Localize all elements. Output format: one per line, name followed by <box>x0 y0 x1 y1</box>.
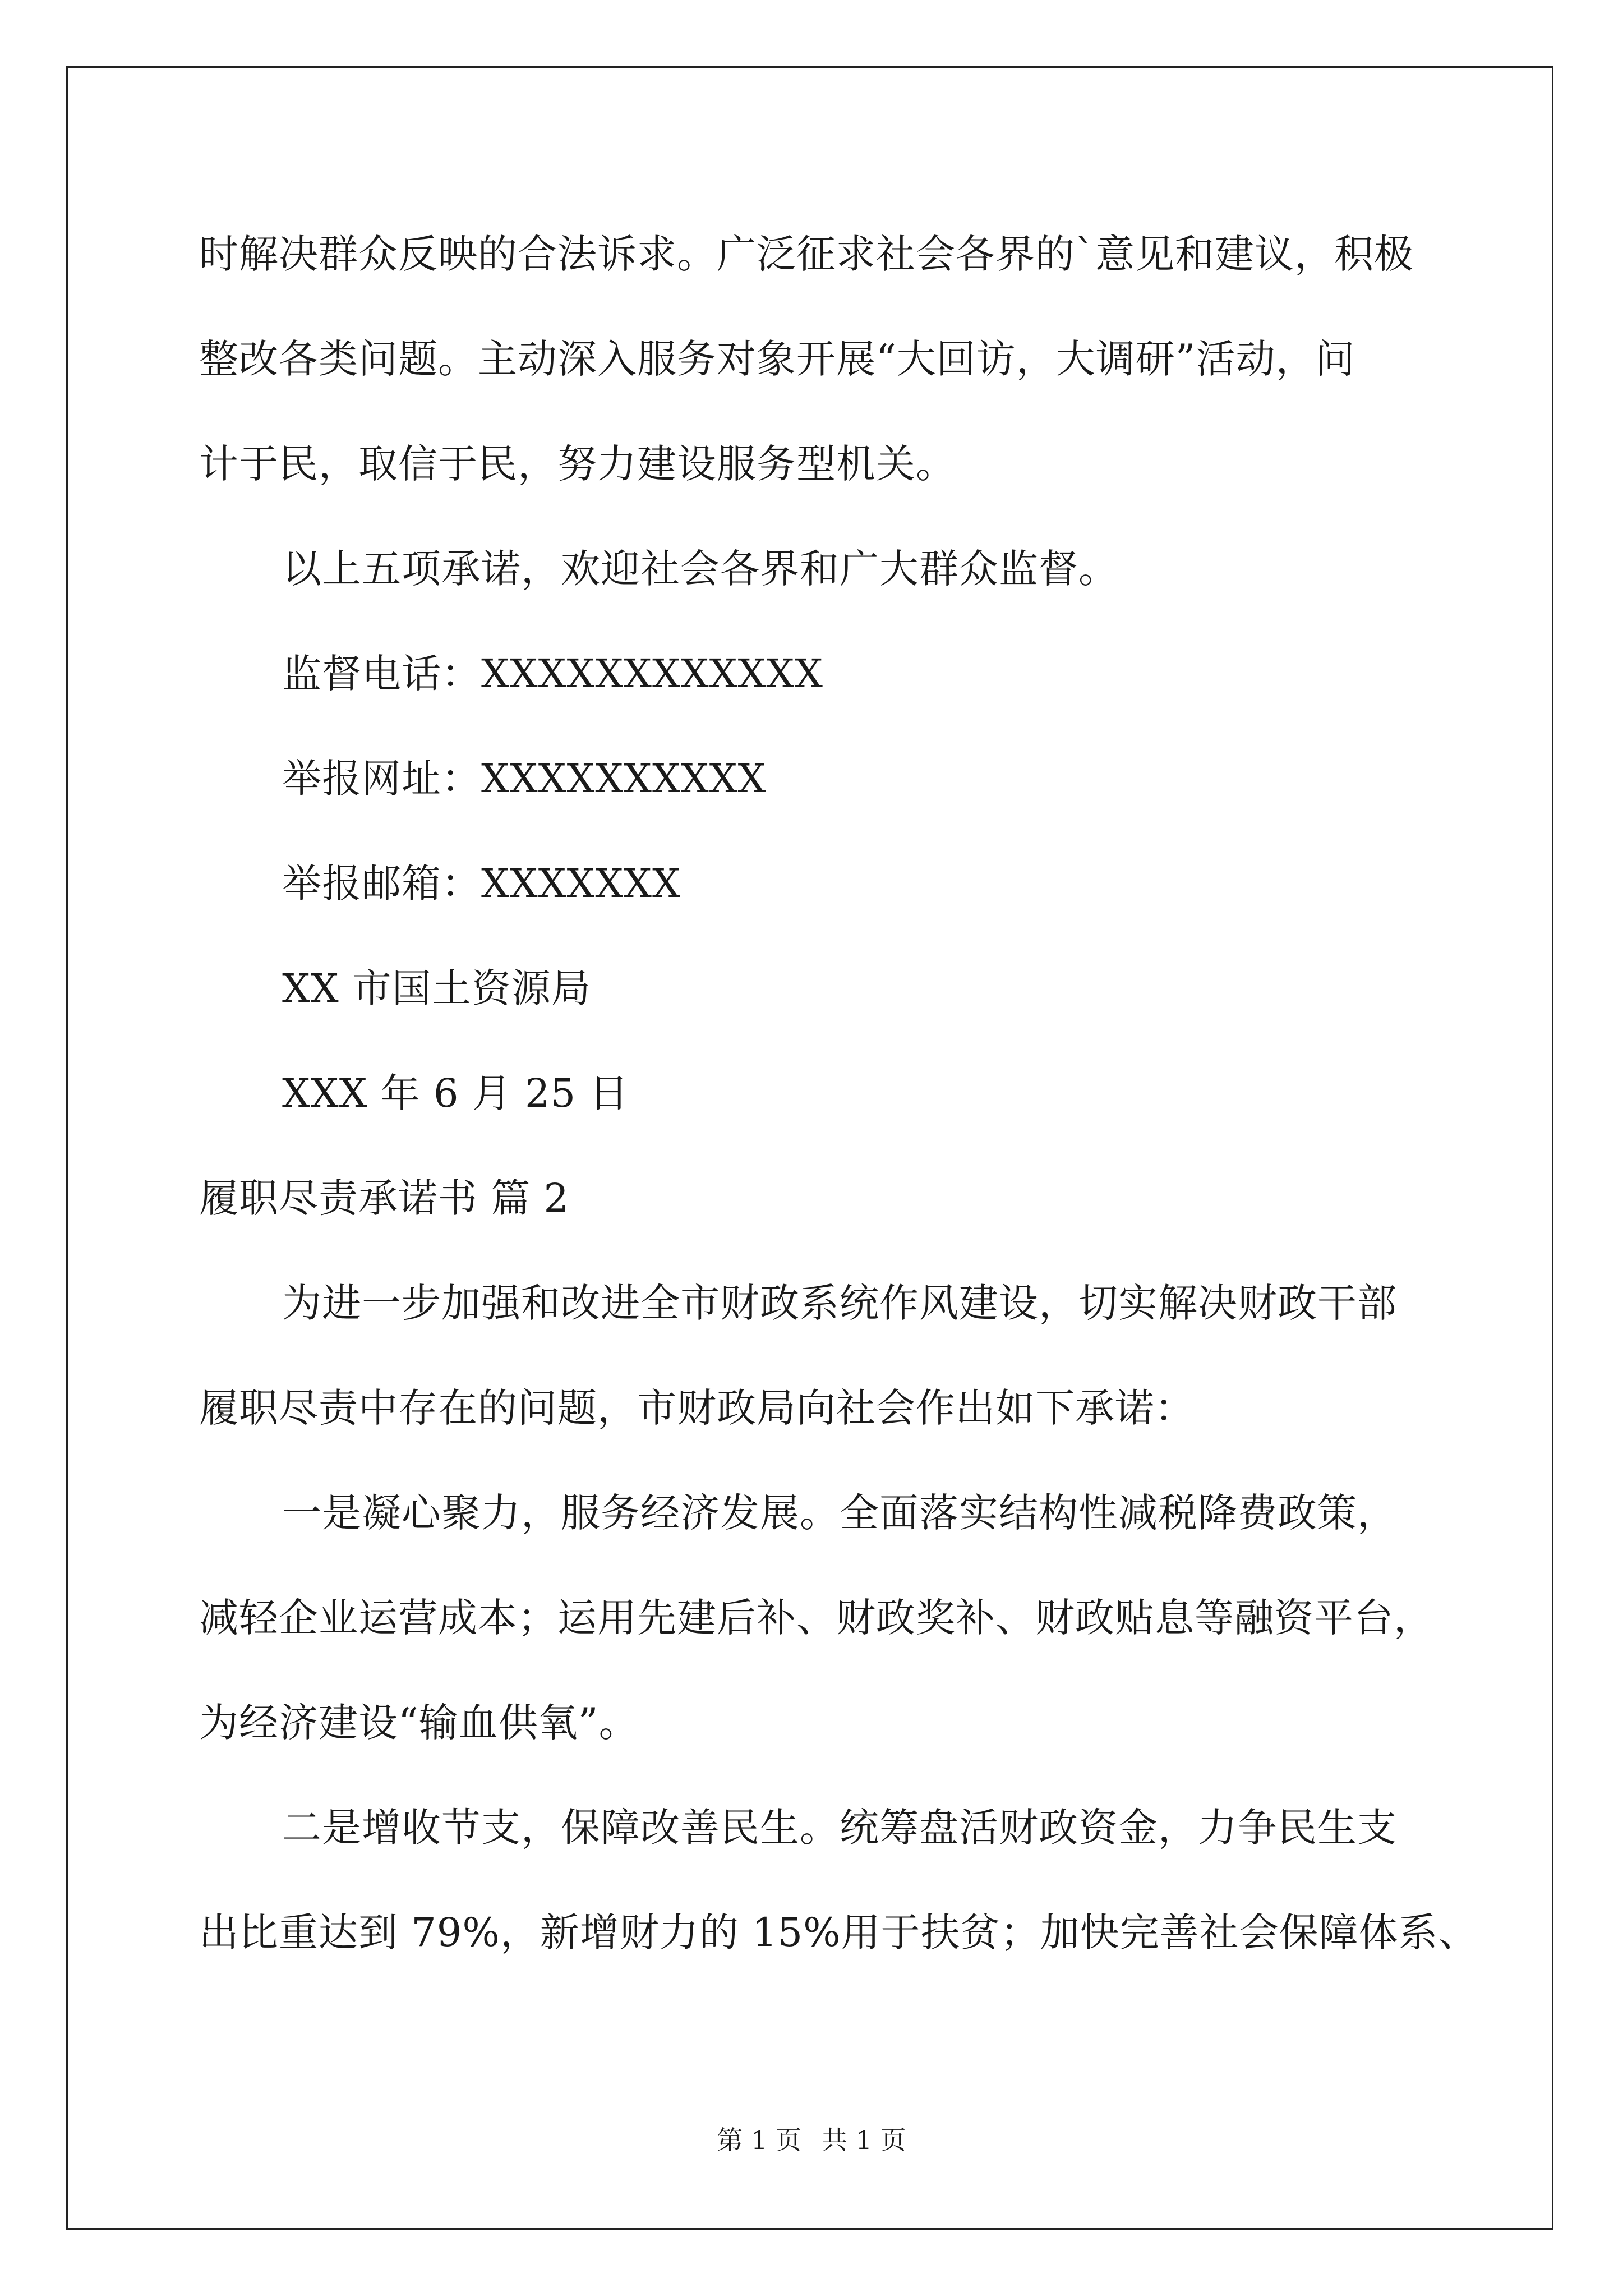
page-footer <box>0 2123 1623 2157</box>
page-total: 共 1 页 <box>822 2125 906 2155</box>
issuer-name: XX 市国土资源局 <box>282 965 591 1011</box>
paragraph-line: 履职尽责中存在的问题，市财政局向社会作出如下承诺： <box>199 1385 1195 1431</box>
supervision-phone: 监督电话：XXXXXXXXXXXX <box>282 651 824 697</box>
paragraph-line: 为经济建设“输血供氧”。 <box>199 1700 639 1746</box>
paragraph-line: 出比重达到 79%，新增财力的 15%用于扶贫；加快完善社会保障体系、 <box>199 1910 1478 1955</box>
paragraph-line: 减轻企业运营成本；运用先建后补、财政奖补、财政贴息等融资平台， <box>199 1595 1433 1641</box>
paragraph-line: 以上五项承诺，欢迎社会各界和广大群众监督。 <box>282 546 1118 592</box>
paragraph-line: 计于民，取信于民，努力建设服务型机关。 <box>199 441 956 487</box>
section-heading: 履职尽责承诺书 篇 2 <box>199 1175 570 1221</box>
paragraph-line: 一是凝心聚力，服务经济发展。全面落实结构性减税降费政策， <box>282 1490 1397 1536</box>
paragraph-line: 为进一步加强和改进全市财政系统作风建设，切实解决财政干部 <box>282 1280 1397 1326</box>
paragraph-line: 二是增收节支，保障改善民生。统筹盘活财政资金，力争民生支 <box>282 1805 1397 1851</box>
paragraph-line: 时解决群众反映的合法诉求。广泛征求社会各界的`意见和建议，积极 <box>199 231 1414 277</box>
report-email: 举报邮箱：XXXXXXX <box>282 861 681 907</box>
report-website: 举报网址：XXXXXXXXXX <box>282 756 767 802</box>
page-number: 第 1 页 <box>717 2125 801 2155</box>
document-body <box>199 202 1478 1985</box>
issue-date: XXX 年 6 月 25 日 <box>282 1070 629 1116</box>
paragraph-line: 整改各类问题。主动深入服务对象开展“大回访，大调研”活动，问 <box>199 336 1355 382</box>
